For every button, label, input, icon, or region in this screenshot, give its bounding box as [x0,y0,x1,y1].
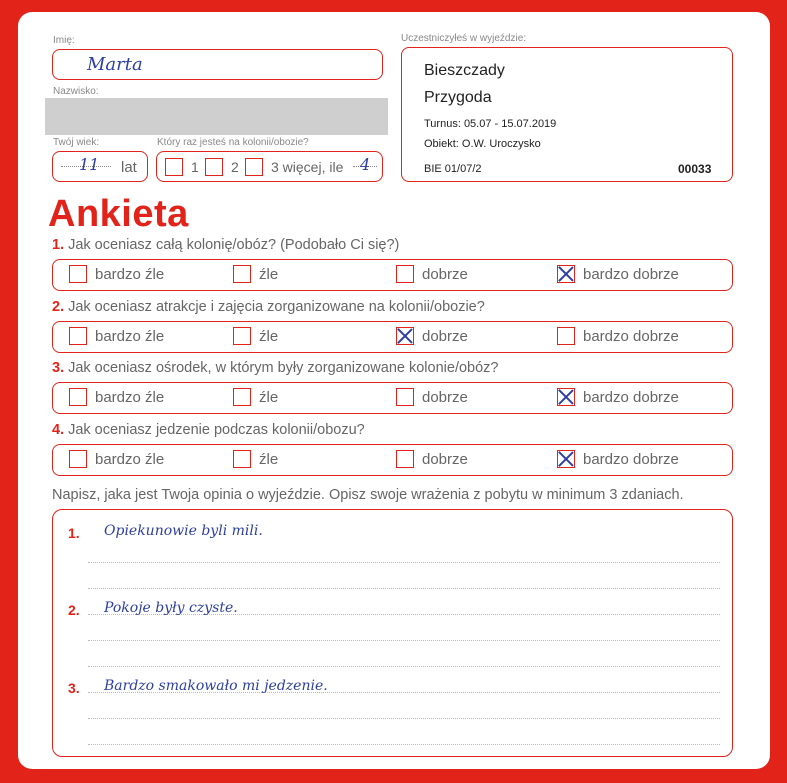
rating-option-label: bardzo dobrze [583,327,679,345]
answer-number: 3. [68,680,80,696]
times-option-2[interactable]: 2 [205,158,239,176]
trip-number: 00033 [678,162,712,176]
times-option-1[interactable]: 1 [165,158,199,176]
age-value: 11 [79,155,100,174]
rating-option[interactable] [69,327,164,345]
rating-option[interactable] [69,450,164,468]
question-3-options [52,382,733,414]
writing-line [88,718,720,719]
participant-label: Uczestniczyłeś w wyjeździe: [401,33,527,44]
rating-option-label: bardzo źle [95,388,165,406]
question-2-options [52,321,733,353]
age-field[interactable] [52,151,148,182]
checkbox[interactable] [233,450,251,468]
writing-line [88,588,720,589]
rating-option[interactable] [233,450,278,468]
checkbox[interactable] [233,327,251,345]
question-1-options [52,259,733,291]
question-4-options [52,444,733,476]
rating-option[interactable] [557,327,679,345]
rating-option-label: źle [259,327,279,345]
checkbox-checked[interactable] [557,388,575,406]
times-field [156,151,383,182]
rating-option[interactable] [233,265,278,283]
answer-3-text: Bardzo smakowało mi jedzenie. [104,678,328,694]
checkbox[interactable] [396,388,414,406]
trip-name: Przygoda [424,89,492,106]
answer-1-text: Opiekunowie byli mili. [104,523,263,539]
writing-line [88,562,720,563]
checkbox[interactable] [69,388,87,406]
times-option-3[interactable]: 3 więcej, ile [245,158,343,176]
question-3-text [52,360,498,376]
question-label: Jak oceniasz ośrodek, w którym były zorganizowane kolonie/obóz? [68,360,499,376]
writing-line [88,640,720,641]
trip-obiekt: Obiekt: O.W. Uroczysko [424,138,541,150]
checkbox[interactable] [69,450,87,468]
age-unit: lat [121,159,137,176]
answer-number: 2. [68,602,80,618]
answer-2-text: Pokoje były czyste. [104,600,238,616]
opinion-prompt: Napisz, jaka jest Twoja opinia o wyjeździe. Opisz swoje wrażenia z pobytu w minimum 3 zdaniach. [52,487,684,503]
rating-option[interactable] [396,388,468,406]
question-1-text [52,237,399,253]
checkbox[interactable] [69,327,87,345]
rating-option-label: bardzo dobrze [583,265,679,283]
rating-option-label: dobrze [422,265,468,283]
rating-option-label: źle [259,450,279,468]
rating-option-label: bardzo dobrze [583,388,679,406]
trip-box [401,47,733,182]
times-value: 4 [360,155,371,174]
surname-label: Nazwisko: [53,86,99,97]
rating-option[interactable] [557,388,679,406]
checkbox[interactable] [233,265,251,283]
rating-option-label: źle [259,265,279,283]
writing-line [88,666,720,667]
rating-option-label: bardzo źle [95,450,165,468]
checkbox[interactable] [396,265,414,283]
question-2-text [52,299,485,315]
survey-title: Ankieta [48,193,189,235]
rating-option[interactable] [69,388,164,406]
checkbox[interactable] [233,388,251,406]
rating-option-label: bardzo dobrze [583,450,679,468]
rating-option-label: dobrze [422,388,468,406]
age-label: Twój wiek: [53,137,100,148]
rating-option[interactable] [396,450,468,468]
name-field[interactable] [52,49,383,80]
name-label: Imię: [53,35,75,46]
trip-place: Bieszczady [424,62,505,79]
times-label: Który raz jesteś na kolonii/obozie? [157,137,309,148]
rating-option-label: dobrze [422,450,468,468]
rating-option-label: bardzo źle [95,265,165,283]
trip-code: BIE 01/07/2 [424,163,482,175]
checkbox[interactable] [165,158,183,176]
question-label: Jak oceniasz jedzenie podczas kolonii/obozu? [68,422,365,438]
rating-option[interactable] [233,327,278,345]
checkbox[interactable] [205,158,223,176]
rating-option[interactable] [557,450,679,468]
question-number: 3. [52,360,65,376]
surname-redacted [45,98,388,135]
trip-turnus: Turnus: 05.07 - 15.07.2019 [424,118,557,130]
writing-line [88,744,720,745]
checkbox[interactable] [245,158,263,176]
rating-option[interactable] [69,265,164,283]
question-number: 4. [52,422,65,438]
answer-number: 1. [68,525,80,541]
rating-option-label: dobrze [422,327,468,345]
rating-option[interactable] [396,265,468,283]
question-label: Jak oceniasz całą kolonię/obóz? (Podobało Ci się?) [68,237,400,253]
question-4-text [52,422,365,438]
checkbox[interactable] [396,450,414,468]
name-value: Marta [87,54,143,75]
checkbox-checked[interactable] [396,327,414,345]
question-label: Jak oceniasz atrakcje i zajęcia zorganizowane na kolonii/obozie? [68,299,485,315]
question-number: 2. [52,299,65,315]
rating-option-label: bardzo źle [95,327,165,345]
rating-option[interactable] [233,388,278,406]
question-number: 1. [52,237,65,253]
checkbox[interactable] [69,265,87,283]
checkbox-checked[interactable] [557,450,575,468]
checkbox-checked[interactable] [557,265,575,283]
rating-option[interactable] [396,327,468,345]
rating-option-label: źle [259,388,279,406]
checkbox[interactable] [557,327,575,345]
opinion-box[interactable] [52,509,733,757]
rating-option[interactable] [557,265,679,283]
